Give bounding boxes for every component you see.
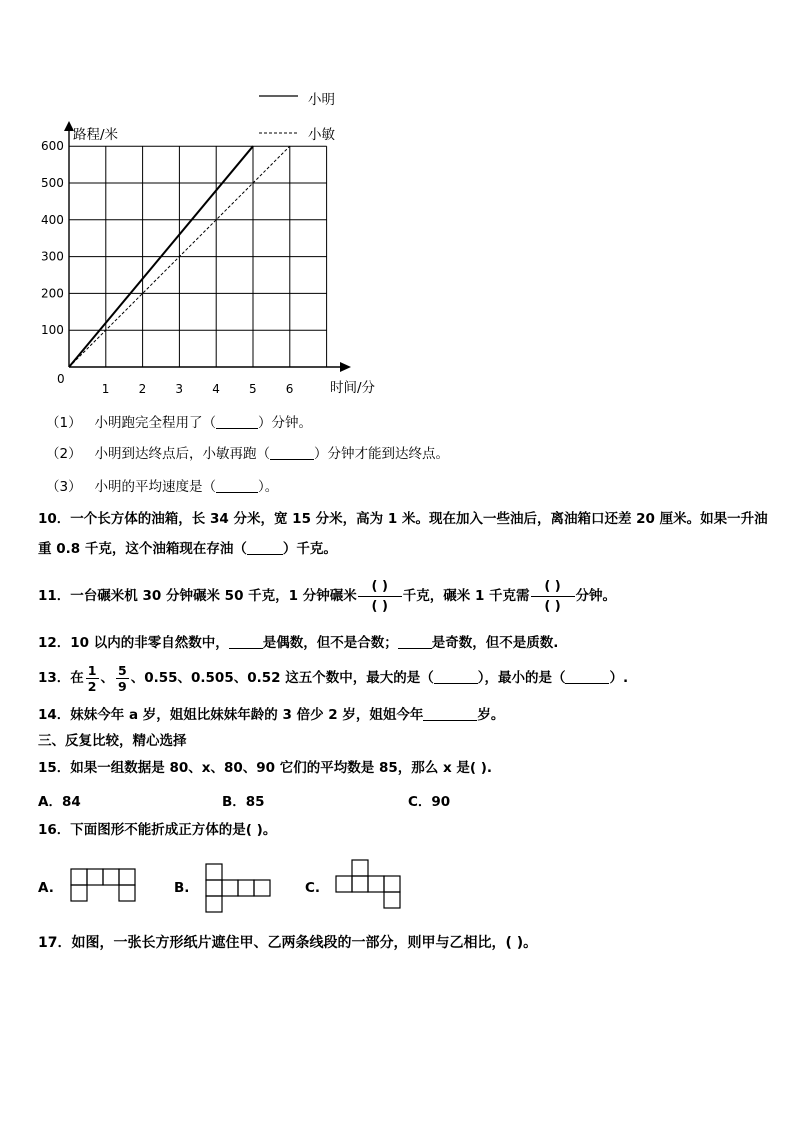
- x-tick-label: 1: [101, 382, 110, 396]
- q14-answer-blank[interactable]: [423, 706, 477, 721]
- q13-text-d: ）.: [609, 670, 629, 686]
- q11-fraction-blank-1[interactable]: [358, 577, 402, 616]
- q9-sub3-text-a: 小明的平均速度是（: [94, 479, 216, 495]
- q10-answer-blank[interactable]: [247, 540, 283, 555]
- y-tick-label: 600: [41, 139, 64, 154]
- q9-sub3-number: （3）: [46, 479, 82, 495]
- x-axis-arrow: [340, 362, 351, 372]
- q12-answer-blank-2[interactable]: [398, 634, 432, 649]
- origin-label: 0: [57, 372, 65, 386]
- legend-label-xiaoming: 小明: [308, 92, 335, 108]
- y-tick-label: 500: [41, 176, 64, 190]
- q9-sub2-text-b: ）分钟才能到达终点。: [313, 446, 449, 462]
- q14-line: [38, 706, 504, 724]
- q11-text-a: 11．一台碾米机 30 分钟碾米 50 千克，1 分钟碾米: [38, 588, 357, 604]
- q16-label-b[interactable]: B.: [174, 880, 190, 896]
- q17-stem: 17．如图，一张长方形纸片遮住甲、乙两条线段的一部分，则甲与乙相比，( )。: [38, 935, 538, 951]
- q11-text-c: 分钟。: [575, 588, 617, 604]
- q15-stem: 15．如果一组数据是 80、x、80、90 它们的平均数是 85，那么 x 是( ).: [38, 760, 493, 776]
- q11-frac2-numerator: ( ): [531, 577, 575, 597]
- y-tick-label: 200: [41, 286, 64, 301]
- q9-sub1-text-b: ）分钟。: [257, 415, 312, 431]
- q14-text-a: 14．妹妹今年 a 岁，姐姐比妹妹年龄的 3 倍少 2 岁，姐姐今年: [38, 707, 424, 723]
- y-axis-label: 路程/米: [73, 127, 119, 143]
- q13-text-a: 13．在: [38, 670, 84, 686]
- q9-sub3-text-b: ）。: [257, 479, 279, 495]
- q9-sub2-answer-blank[interactable]: [270, 445, 314, 460]
- q11-frac1-numerator: ( ): [358, 577, 402, 597]
- q13-line: [38, 660, 628, 696]
- q9-sub1: [46, 414, 312, 432]
- q9-sub2-text-a: 小明到达终点后，小敏再跑（: [94, 446, 270, 462]
- q16-net-a: [70, 868, 140, 904]
- legend-label-xiaomin: 小敏: [308, 127, 335, 143]
- q13-text-b: 、0.55、0.505、0.52 这五个数中，最大的是（: [130, 670, 434, 686]
- q14-text-b: 岁。: [477, 707, 505, 723]
- q16-stem: 16．下面图形不能折成正方体的是( )。: [38, 822, 277, 838]
- y-tick-label: 400: [41, 212, 64, 227]
- q13-text-c: ），最小的是（: [477, 670, 566, 686]
- q13-answer-blank-1[interactable]: [434, 669, 478, 684]
- q10-text-a: 重 0.8 千克，这个油箱现在存油（: [38, 541, 247, 557]
- q9-sub1-answer-blank[interactable]: [216, 414, 258, 429]
- q15-option-a[interactable]: A．84: [38, 794, 81, 810]
- q13-fraction-1: [86, 663, 99, 694]
- x-tick-label: 5: [249, 382, 257, 396]
- q11-frac1-denominator: ( ): [371, 598, 388, 614]
- q10-line2: [38, 540, 337, 558]
- q12-text-c: 是奇数，但不是质数.: [431, 635, 559, 651]
- chart-axes: [64, 121, 351, 372]
- q11-line: [38, 574, 616, 618]
- q10-line1: 10．一个长方体的油箱，长 34 分米，宽 15 分米，高为 1 米。现在加入一些油后，离油箱口还差 20 厘米。如果一升油: [38, 511, 768, 527]
- q12-text-a: 12．10 以内的非零自然数中，: [38, 635, 229, 651]
- q13-answer-blank-2[interactable]: [565, 669, 609, 684]
- q15-option-b[interactable]: B．85: [222, 794, 265, 810]
- q16-label-a[interactable]: A.: [38, 880, 54, 896]
- q11-frac2-denominator: ( ): [544, 598, 561, 614]
- x-tick-label: 2: [138, 382, 147, 396]
- q12-text-b: 是偶数，但不是合数；: [262, 635, 398, 651]
- q13-fraction-2: [116, 663, 129, 694]
- q9-sub1-number: （1）: [46, 415, 82, 431]
- q9-sub2-number: （2）: [46, 446, 82, 462]
- q13-separator: 、: [100, 670, 114, 686]
- x-tick-label: 3: [175, 382, 184, 396]
- q15-option-c[interactable]: C．90: [408, 794, 451, 810]
- q16-net-c: [335, 859, 405, 913]
- section-3-heading: 三、反复比较，精心选择: [38, 733, 187, 749]
- q9-sub2: [46, 445, 449, 463]
- chart-grid: [69, 146, 327, 367]
- q9-sub3-answer-blank[interactable]: [216, 478, 258, 493]
- q12-line: [38, 634, 558, 652]
- q9-sub3: [46, 478, 278, 496]
- distance-time-chart: [0, 0, 794, 410]
- q9-sub1-text-a: 小明跑完全程用了（: [94, 415, 216, 431]
- q10-text-b: ）千克。: [282, 541, 337, 557]
- q16-net-b: [205, 863, 275, 915]
- q13-f2-denominator: 9: [118, 678, 127, 694]
- chart-tick-labels: [41, 139, 293, 396]
- y-tick-label: 300: [41, 249, 64, 264]
- x-tick-label: 6: [285, 382, 294, 396]
- q13-f1-numerator: 1: [87, 662, 97, 678]
- y-tick-label: 100: [41, 323, 64, 338]
- q16-label-c[interactable]: C.: [305, 880, 321, 896]
- q11-fraction-blank-2[interactable]: [531, 577, 575, 616]
- q12-answer-blank-1[interactable]: [229, 634, 263, 649]
- q13-f1-denominator: 2: [87, 678, 97, 694]
- x-tick-label: 4: [212, 382, 220, 396]
- q13-f2-numerator: 5: [118, 662, 127, 678]
- q11-text-b: 千克，碾米 1 千克需: [402, 588, 530, 604]
- x-axis-label: 时间/分: [330, 380, 376, 396]
- chart-legend: [259, 92, 335, 143]
